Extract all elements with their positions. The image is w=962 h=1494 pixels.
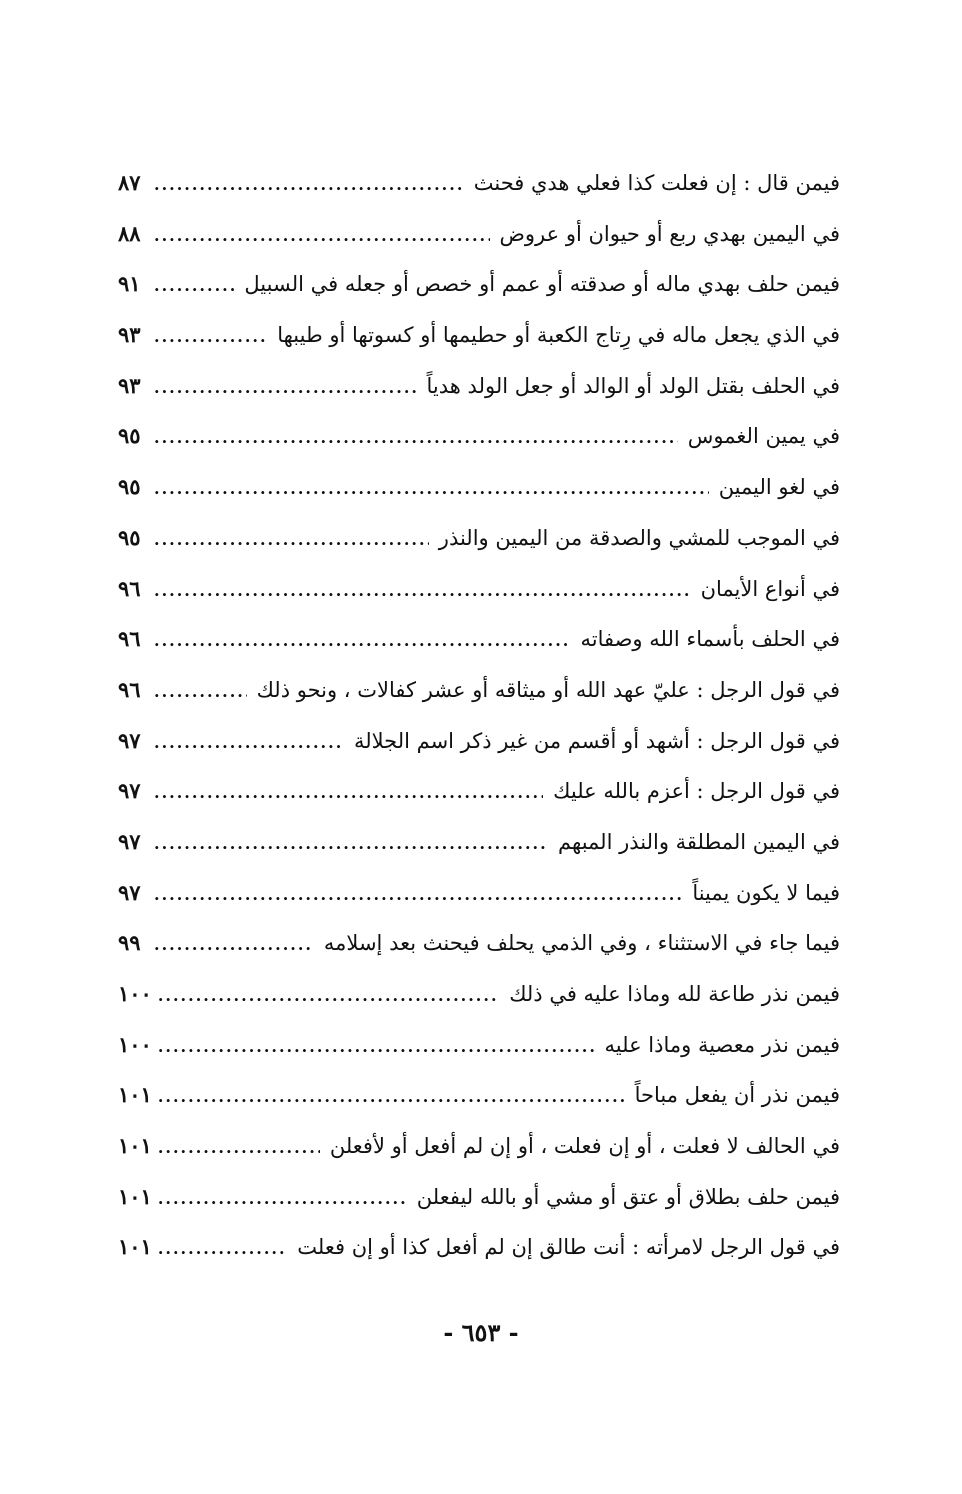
- toc-entry-page: ١٠١: [118, 1082, 152, 1108]
- toc-entry-page: ١٠١: [118, 1183, 152, 1209]
- toc-entry-title: فيمن نذر طاعة لله وماذا عليه في ذلك: [509, 982, 840, 1006]
- toc-entry-title: في الحالف لا فعلت ، أو إن فعلت ، أو إن لم أفعل أو لأفعلن: [329, 1134, 840, 1159]
- toc-entry-page: ٩٦: [118, 676, 141, 702]
- toc-entry-title: في أنواع الأيمان: [700, 576, 840, 601]
- toc-leader-dots: [154, 413, 678, 464]
- toc-entry-page: ٩٥: [118, 474, 141, 500]
- toc-entry-page: ٩٧: [118, 828, 141, 854]
- toc-entry-title: فيمن نذر معصية وماذا عليه: [604, 1032, 840, 1057]
- toc-entry-title: فيمن قال : إن فعلت كذا فعلي هدي فحنث: [473, 171, 840, 195]
- toc-entry: [118, 1172, 840, 1223]
- toc-entry-title: في قول الرجل لامرأته : أنت طالق إن لم أفعل كذا أو إن فعلت: [297, 1235, 840, 1260]
- toc-entry: [118, 1070, 840, 1121]
- toc-entry-title: في يمين الغموس: [687, 424, 840, 449]
- page-number: - ٦٥٣ -: [443, 1318, 519, 1347]
- toc-leader-dots: [154, 464, 709, 515]
- toc-entry-title: في الذي يجعل ماله في رِتاج الكعبة أو حطيمها أو كسوتها أو طيبها: [277, 323, 840, 348]
- toc-entry: [118, 868, 840, 919]
- toc-leader-dots: [154, 363, 417, 414]
- toc-entry: [118, 310, 840, 361]
- toc-entry: [118, 158, 840, 209]
- toc-entry-page: ٩٣: [118, 372, 141, 398]
- toc-entry-page: ٩٥: [118, 423, 141, 449]
- toc-entry-title: في اليمين المطلقة والنذر المبهم: [558, 829, 840, 854]
- toc-entry-page: ٩٥: [118, 524, 141, 550]
- toc-leader-dots: [154, 211, 490, 262]
- toc-leader-dots: [158, 1072, 625, 1123]
- toc-leader-dots: [154, 768, 543, 819]
- toc-entry: [118, 259, 840, 310]
- toc-entry: [118, 462, 840, 513]
- toc-entry-title: فيمن حلف بهدي ماله أو صدقته أو عمم أو خصص أو جعله في السبيل: [244, 272, 840, 297]
- toc-leader-dots: [154, 160, 464, 211]
- toc-entry: [118, 513, 840, 564]
- toc-entry-page: ٨٧: [118, 170, 141, 195]
- toc-entry: [118, 411, 840, 462]
- toc-entry-title: في قول الرجل : عليّ عهد الله أو ميثاقه أو عشر كفالات ، ونحو ذلك: [256, 677, 840, 702]
- toc-entry-title: في الموجب للمشي والصدقة من اليمين والنذر: [438, 525, 840, 550]
- toc-entry-page: ٩٩: [118, 930, 141, 956]
- toc-leader-dots: [158, 971, 499, 1022]
- toc-entry-title: في قول الرجل : أعزم بالله عليك: [553, 779, 840, 804]
- toc-entry-page: ١٠٠: [118, 981, 152, 1006]
- toc-entry: [118, 361, 840, 412]
- toc-entry: [118, 918, 840, 969]
- toc-entry: [118, 1121, 840, 1172]
- toc-leader-dots: [154, 667, 247, 718]
- toc-entry: [118, 209, 840, 260]
- toc-entry: [118, 564, 840, 615]
- toc-entry-page: ١٠٠: [118, 1031, 152, 1057]
- toc-entry: [118, 716, 840, 767]
- toc-entry-title: في لغو اليمين: [718, 475, 840, 500]
- toc-leader-dots: [154, 616, 570, 667]
- toc-entry-title: في الحلف بأسماء الله وصفاته: [580, 627, 840, 652]
- toc-leader-dots: [158, 1174, 407, 1225]
- toc-entry-title: في قول الرجل : أشهد أو أقسم من غير ذكر اسم الجلالة: [353, 728, 840, 753]
- toc-entry: [118, 1020, 840, 1071]
- toc-entry: [118, 817, 840, 868]
- toc-leader-dots: [154, 566, 691, 617]
- toc-entry: [118, 1222, 840, 1273]
- toc-entry-title: في اليمين بهدي ربع أو حيوان أو عروض: [499, 221, 840, 246]
- toc-entry-title: فيمن حلف بطلاق أو عتق أو مشي أو بالله ليفعلن: [416, 1184, 840, 1209]
- toc-entry-page: ٨٨: [118, 220, 141, 246]
- toc-leader-dots: [154, 920, 314, 971]
- toc-leader-dots: [154, 515, 429, 566]
- toc-entry-page: ٩٦: [118, 575, 141, 601]
- toc-entry-page: ٩٣: [118, 322, 141, 348]
- toc-entry-page: ١٠١: [118, 1234, 152, 1260]
- toc-entry: [118, 969, 840, 1020]
- toc-entry-page: ٩٧: [118, 778, 141, 804]
- toc-entry-title: في الحلف بقتل الولد أو الوالد أو جعل الولد هدياً: [426, 373, 840, 398]
- toc-entry-page: ٩١: [118, 271, 141, 297]
- table-of-contents: [118, 158, 840, 1273]
- toc-entry-page: ٩٧: [118, 727, 141, 753]
- toc-entry-page: ١٠١: [118, 1133, 152, 1159]
- toc-entry: [118, 665, 840, 716]
- toc-entry-title: فيما لا يكون يميناً: [692, 880, 840, 905]
- toc-entry-page: ٩٧: [118, 879, 141, 905]
- toc-leader-dots: [154, 870, 682, 921]
- toc-entry: [118, 766, 840, 817]
- toc-leader-dots: [158, 1224, 287, 1275]
- toc-leader-dots: [158, 1123, 320, 1174]
- toc-entry-page: ٩٦: [118, 626, 141, 652]
- toc-leader-dots: [154, 261, 234, 312]
- toc-entry: [118, 614, 840, 665]
- toc-leader-dots: [158, 1022, 595, 1073]
- toc-leader-dots: [154, 819, 548, 870]
- toc-entry-title: فيمن نذر أن يفعل مباحاً: [634, 1083, 840, 1108]
- toc-entry-title: فيما جاء في الاستثناء ، وفي الذمي يحلف فيحنث بعد إسلامه: [323, 931, 840, 956]
- toc-leader-dots: [154, 718, 344, 769]
- toc-leader-dots: [154, 312, 267, 363]
